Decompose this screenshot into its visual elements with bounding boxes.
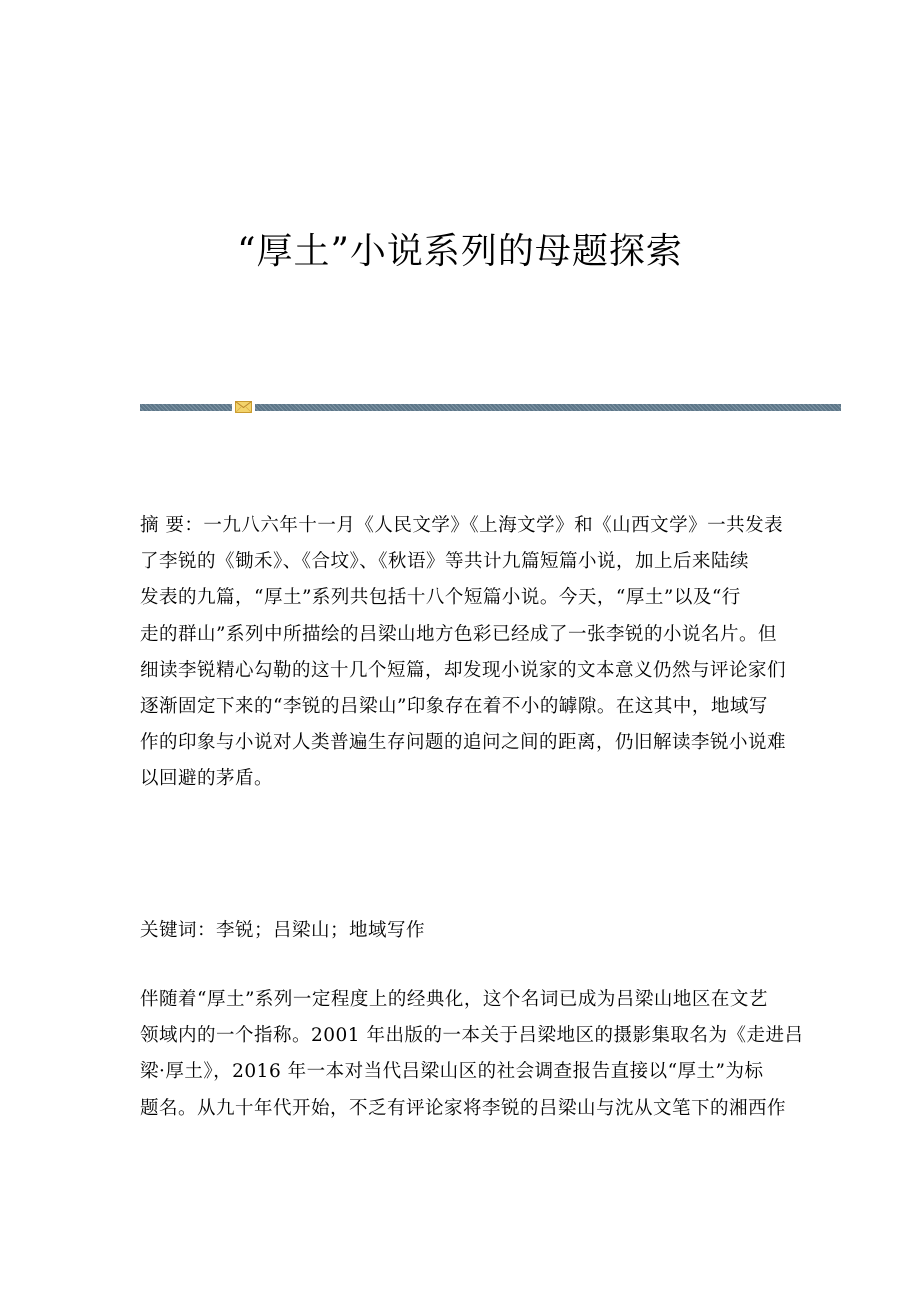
envelope-ornament-icon	[235, 401, 252, 413]
abstract-line: 作的印象与小说对人类普遍生存问题的追问之间的距离，仍旧解读李锐小说难	[140, 732, 787, 754]
keywords-line: 关键词：李锐；吕梁山；地域写作	[140, 920, 426, 941]
body-line: 梁·厚土》，2016 年一本对当代吕梁山区的社会调查报告直接以“厚土”为标	[140, 1061, 764, 1083]
abstract-line: 细读李锐精心勾勒的这十几个短篇，却发现小说家的文本意义仍然与评论家们	[140, 659, 787, 681]
abstract-line: 逐渐固定下来的“李锐的吕梁山”印象存在着不小的罅隙。在这其中，地域写	[140, 695, 768, 717]
title-divider	[140, 401, 841, 413]
abstract-line: 走的群山”系列中所描绘的吕梁山地方色彩已经成了一张李锐的小说名片。但	[140, 623, 777, 645]
abstract-line: 摘 要：一九八六年十一月《人民文学》《上海文学》和《山西文学》一共发表	[140, 515, 784, 536]
document-title: “厚土”小说系列的母题探索	[237, 231, 683, 272]
divider-bar-left	[140, 404, 232, 411]
abstract-line: 了李锐的《锄禾》、《合坟》、《秋语》等共计九篇短篇小说，加上后来陆续	[140, 551, 750, 573]
body-line: 伴随着“厚土”系列一定程度上的经典化，这个名词已成为吕梁山地区在文艺	[140, 989, 768, 1010]
body-paragraph	[140, 982, 804, 1127]
abstract-line: 发表的九篇，“厚土”系列共包括十八个短篇小说。今天，“厚土”以及“行	[140, 587, 741, 609]
body-line: 领域内的一个指称。2001 年出版的一本关于吕梁地区的摄影集取名为《走进吕	[140, 1025, 804, 1047]
abstract-paragraph	[140, 508, 787, 798]
body-line: 题名。从九十年代开始，不乏有评论家将李锐的吕梁山与沈从文笔下的湘西作	[140, 1097, 787, 1119]
divider-bar-right	[255, 404, 841, 411]
abstract-line: 以回避的茅盾。	[140, 768, 274, 790]
